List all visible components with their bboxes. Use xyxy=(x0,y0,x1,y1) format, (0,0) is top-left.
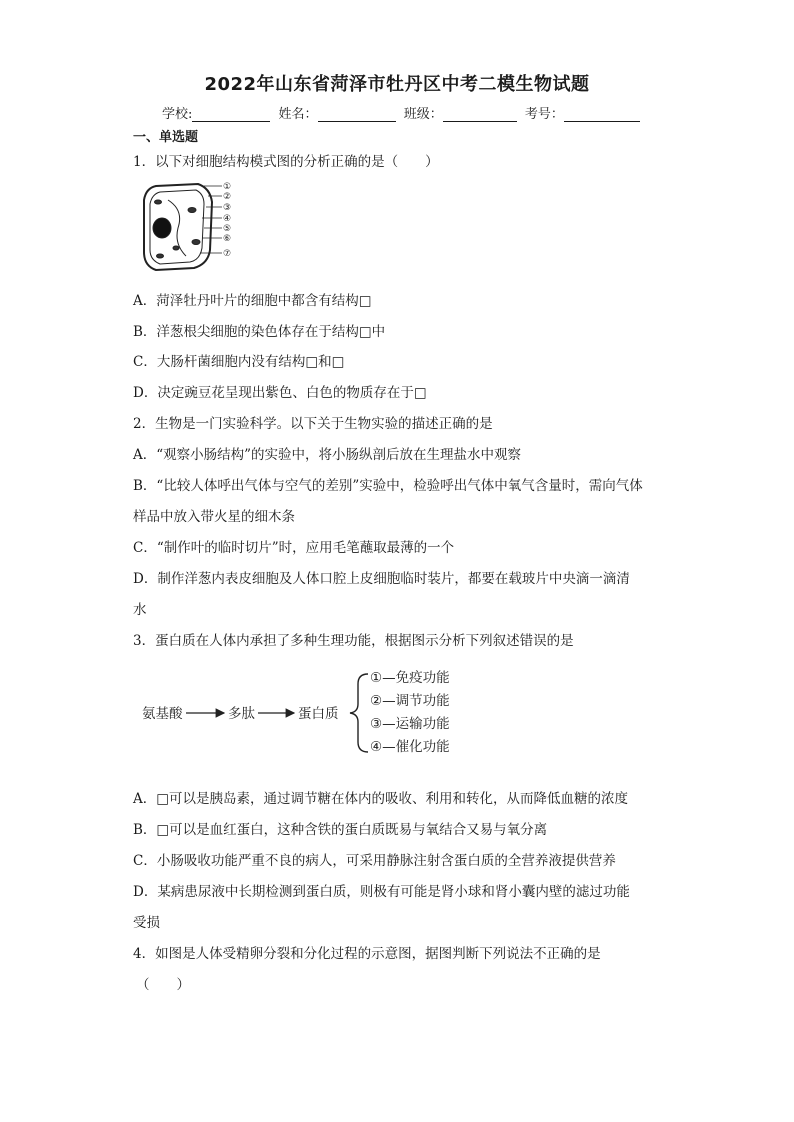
q2-option-b[interactable]: B．“比较人体呼出气体与空气的差别”实验中，检验呼出气体中氧气含量时，需向气体 xyxy=(133,478,643,494)
school-blank[interactable] xyxy=(192,107,270,122)
q1-option-d[interactable]: D．决定豌豆花呈现出紫色、白色的物质存在于□ xyxy=(133,385,427,401)
function-1: ①—免疫功能 xyxy=(370,670,450,686)
q4-answer-paren: （ ） xyxy=(136,977,190,993)
number-blank[interactable] xyxy=(564,107,640,122)
diagram-label-2: ② xyxy=(223,192,232,202)
q3-option-b[interactable]: B．□可以是血红蛋白，这种含铁的蛋白质既易与氧结合又易与氧分离 xyxy=(133,822,548,838)
function-2: ②—调节功能 xyxy=(370,693,450,709)
q3-stem: 3．蛋白质在人体内承担了多种生理功能，根据图示分析下列叙述错误的是 xyxy=(133,633,574,649)
number-label: 考号： xyxy=(524,107,564,122)
q1-stem: 1．以下对细胞结构模式图的分析正确的是（ ） xyxy=(133,154,439,170)
diagram-label-5: ⑤ xyxy=(223,224,232,234)
q2-option-a[interactable]: A．“观察小肠结构”的实验中，将小肠纵剖后放在生理盐水中观察 xyxy=(133,447,522,463)
q1-option-a[interactable]: A．菏泽牡丹叶片的细胞中都含有结构□ xyxy=(133,293,372,309)
q2-option-c[interactable]: C．“制作叶的临时切片”时，应用毛笔蘸取最薄的一个 xyxy=(133,540,455,556)
q2-option-b-cont: 样品中放入带火星的细木条 xyxy=(133,509,295,525)
function-4: ④—催化功能 xyxy=(370,739,450,755)
q2-option-d[interactable]: D．制作洋葱内表皮细胞及人体口腔上皮细胞临时装片，都要在载玻片中央滴一滴清 xyxy=(133,571,630,587)
student-info-row xyxy=(162,103,644,122)
name-blank[interactable] xyxy=(318,107,396,122)
section-title: 一、单选题 xyxy=(133,130,199,145)
q1-option-c[interactable]: C．大肠杆菌细胞内没有结构□和□ xyxy=(133,354,345,370)
school-label: 学校: xyxy=(162,107,193,122)
cell-structure-diagram xyxy=(138,180,240,274)
q2-stem: 2．生物是一门实验科学。以下关于生物实验的描述正确的是 xyxy=(133,416,493,432)
polypeptide-label: 多肽 xyxy=(228,706,255,722)
page-title: 2022年山东省菏泽市牡丹区中考二模生物试题 xyxy=(204,74,590,95)
protein-label: 蛋白质 xyxy=(298,706,339,722)
brace-icon xyxy=(350,674,368,752)
q4-stem: 4．如图是人体受精卵分裂和分化过程的示意图，据图判断下列说法不正确的是 xyxy=(133,946,601,962)
q3-option-d-cont: 受损 xyxy=(133,915,160,931)
class-label: 班级： xyxy=(403,107,443,122)
diagram-label-3: ③ xyxy=(223,203,232,213)
diagram-label-1: ① xyxy=(223,182,232,192)
diagram-label-6: ⑥ xyxy=(223,234,232,244)
diagram-label-7: ⑦ xyxy=(223,249,232,259)
q2-option-d-cont: 水 xyxy=(133,602,147,618)
function-3: ③—运输功能 xyxy=(370,716,450,732)
q3-option-c[interactable]: C．小肠吸收功能严重不良的病人，可采用静脉注射含蛋白质的全营养液提供营养 xyxy=(133,853,616,869)
cell-drawing xyxy=(144,184,222,270)
name-label: 姓名： xyxy=(278,107,318,122)
q1-option-b[interactable]: B．洋葱根尖细胞的染色体存在于结构□中 xyxy=(133,324,386,340)
class-blank[interactable] xyxy=(443,107,517,122)
diagram-label-4: ④ xyxy=(223,214,232,224)
q3-option-d[interactable]: D．某病患尿液中长期检测到蛋白质，则极有可能是肾小球和肾小囊内壁的滤过功能 xyxy=(133,884,630,900)
amino-acid-label: 氨基酸 xyxy=(142,706,183,722)
q3-option-a[interactable]: A．□可以是胰岛素，通过调节糖在体内的吸收、利用和转化，从而降低血糖的浓度 xyxy=(133,791,629,807)
protein-function-diagram xyxy=(140,666,480,760)
